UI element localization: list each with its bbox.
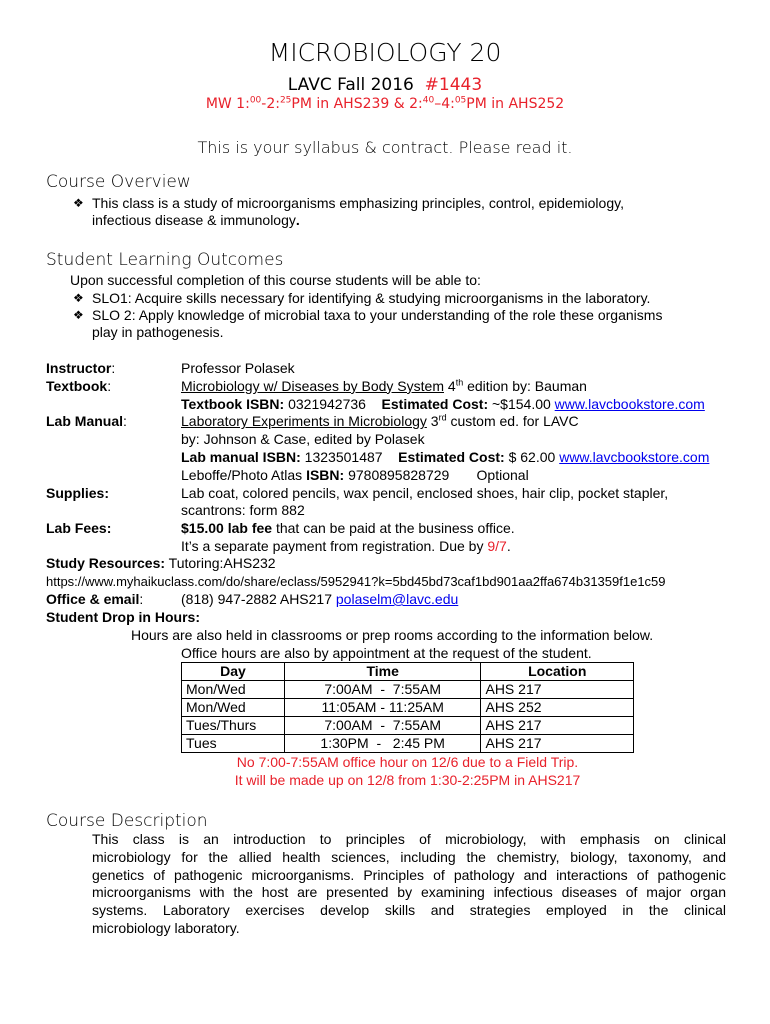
isbn-value: 0321942736 [284, 395, 366, 412]
column-header: Time [284, 663, 481, 681]
info-labels [46, 360, 127, 538]
location-cell: AHS 217 [481, 681, 634, 699]
fee-period: . [506, 537, 511, 554]
time-cell: 7:00AM - 7:55AM [284, 681, 481, 699]
lab-edition: 3 [426, 413, 439, 430]
supplies-line2: scantrons: form 882 [181, 502, 305, 519]
cost-label: Estimated Cost: [381, 395, 489, 412]
office-phone: (818) 947-2882 AHS217 [181, 591, 336, 607]
isbn-label: Lab manual ISBN: [181, 448, 301, 465]
isbn-value: 9780895828729 [344, 466, 450, 483]
table-row [182, 681, 634, 699]
fee-amount: $15.00 lab fee [181, 520, 273, 537]
schedule-part: –4: [434, 96, 455, 112]
description-line: microbiology laboratory. [92, 919, 240, 936]
study-resources [46, 555, 276, 573]
day-cell: Tues/Thurs [182, 717, 285, 735]
makeup-note: It will be made up on 12/8 from 1:30-2:25PM in AHS217 [234, 772, 581, 788]
schedule-sup: 25 [279, 95, 292, 106]
textbook-line [181, 378, 709, 396]
fees-line2 [181, 538, 709, 556]
course-overview-heading: Course Overview [46, 172, 191, 192]
schedule-sup: 00 [249, 95, 262, 106]
cost-value: ~$154.00 [488, 395, 555, 412]
overview-bullet [92, 195, 732, 229]
drop-in-label: Student Drop in Hours: [46, 609, 200, 625]
schedule-part: MW 1: [205, 96, 250, 112]
atlas-line [181, 467, 709, 485]
lab-title: Laboratory Experiments in Microbiology [181, 413, 427, 430]
slo2-text: SLO 2: Apply knowledge of microbial taxa to your understanding of the role these organisms [92, 307, 663, 323]
syllabus-notice: This is your syllabus & contract. Please read it. [197, 138, 573, 157]
email-link[interactable]: polaselm@lavc.edu [335, 591, 459, 607]
term: LAVC Fall 2016 [287, 75, 414, 95]
table-row [182, 735, 634, 753]
table-row [182, 717, 634, 735]
schedule-sup: 40 [422, 95, 435, 106]
textbook-isbn-line [181, 396, 709, 414]
overview-text: This class is a study of microorganisms emphasizing principles, control, epidemiology, [92, 195, 624, 211]
outcomes-heading: Student Learning Outcomes [46, 250, 284, 270]
office-email-label [46, 591, 143, 609]
field-trip-note: No 7:00-7:55AM office hour on 12/6 due to a Field Trip. [236, 754, 579, 770]
label-text: Office & email [46, 591, 140, 607]
location-cell: AHS 252 [481, 699, 634, 717]
day-cell: Mon/Wed [182, 681, 285, 699]
office-hours-table [181, 662, 634, 753]
day-cell: Mon/Wed [182, 699, 285, 717]
course-description [92, 831, 726, 938]
instructor-name: Professor Polasek [181, 360, 295, 376]
page-title: MICROBIOLOGY 20 [268, 38, 502, 67]
description-line: genetics of pathogenic microorganisms. Principles of pathology and interactions of pathogenic [92, 866, 726, 883]
table-header-row [182, 663, 634, 681]
schedule-part: PM in AHS252 [466, 96, 565, 112]
cost-value: $ 62.00 [504, 448, 560, 465]
optional-note: Optional [476, 466, 529, 483]
atlas-title: Leboffe/Photo Atlas [181, 466, 307, 483]
fees-line1 [181, 520, 709, 538]
fee-text: It’s a separate payment from registration. Due by [181, 537, 488, 554]
label-colon: : [123, 413, 127, 430]
outcomes-intro: Upon successful completion of this course students will be able to: [70, 272, 481, 288]
section-number: #1443 [424, 75, 483, 95]
schedule [0, 96, 770, 112]
lab-author: by: Johnson & Case, edited by Polasek [181, 431, 425, 448]
label-text: Textbook [46, 377, 108, 394]
fee-due-date: 9/7 [487, 537, 507, 554]
table-row [182, 699, 634, 717]
time-cell: 7:00AM - 7:55AM [284, 717, 481, 735]
day-cell: Tues [182, 735, 285, 753]
office-email-value [181, 591, 458, 609]
info-values [181, 360, 709, 556]
label-colon: : [111, 360, 116, 376]
label-colon: : [107, 377, 112, 394]
textbook-edition: 4 [444, 377, 456, 394]
edition-sup: rd [438, 412, 447, 423]
schedule-sup: 05 [454, 95, 467, 106]
schedule-part: PM in AHS239 & 2: [291, 96, 423, 112]
overview-period: . [295, 212, 300, 228]
lab-edition-rest: custom ed. for LAVC [446, 413, 579, 430]
textbook-title: Microbiology w/ Diseases by Body System [181, 377, 444, 394]
lab-manual-label [46, 413, 127, 431]
lab-manual-line [181, 413, 709, 431]
study-label: Study Resources: [46, 555, 166, 571]
label-text: Instructor [46, 360, 112, 376]
instructor-label [46, 360, 127, 378]
time-cell: 11:05AM - 11:25AM [284, 699, 481, 717]
textbook-label [46, 378, 127, 396]
supplies-label: Supplies: [46, 484, 110, 501]
isbn-value: 1323501487 [300, 448, 383, 465]
lab-fees-label: Lab Fees: [46, 520, 112, 537]
cost-label: Estimated Cost: [398, 448, 505, 465]
fee-text: that can be paid at the business office. [272, 520, 515, 537]
schedule-part: -2: [261, 96, 280, 112]
location-cell: AHS 217 [481, 735, 634, 753]
bookstore-link[interactable]: www.lavcbookstore.com [559, 448, 710, 465]
description-line: systems. Laboratory exercises develop skills and strategies employed in the clinical [92, 902, 726, 919]
drop-in-note2: Office hours are also by appointment at the request of the student. [181, 645, 592, 661]
overview-text: infectious disease & immunology [92, 212, 296, 228]
supplies-line1: Lab coat, colored pencils, wax pencil, enclosed shoes, hair clip, pocket stapler, [181, 484, 669, 501]
edition-sup: th [455, 377, 464, 388]
slo2-text: play in pathogenesis. [92, 324, 224, 340]
description-line: This class is an introduction to principles of microbiology, with emphasis on clinical [92, 831, 726, 847]
study-url[interactable]: https://www.myhaikuclass.com/do/share/eclass/5952941?k=5bd45bd73caf1bd901aa2ffa674b31359f1e1c59 [46, 574, 666, 589]
time-cell: 1:30PM - 2:45 PM [284, 735, 481, 753]
column-header: Location [481, 663, 634, 681]
term-line [0, 75, 770, 95]
study-value: Tutoring:AHS232 [165, 555, 276, 571]
label-colon: : [139, 591, 144, 607]
isbn-label: Textbook ISBN: [181, 395, 285, 412]
slo2 [92, 307, 732, 341]
label-text: Lab Manual [46, 413, 124, 430]
description-line: microorganisms with the host are presented by examining infectious diseases of major organ [92, 884, 726, 901]
slo1-text: SLO1: Acquire skills necessary for identifying & studying microorganisms in the laboratory. [92, 290, 651, 306]
slo1 [92, 290, 732, 307]
course-description-heading: Course Description [46, 811, 208, 831]
location-cell: AHS 217 [481, 717, 634, 735]
isbn-label: ISBN: [306, 466, 345, 483]
textbook-author: edition by: Bauman [463, 377, 587, 394]
bookstore-link[interactable]: www.lavcbookstore.com [554, 395, 705, 412]
column-header: Day [182, 663, 285, 681]
drop-in-note1: Hours are also held in classrooms or prep rooms according to the information below. [131, 627, 654, 643]
lab-isbn-line [181, 449, 709, 467]
description-line: microbiology for the allied health sciences, including the chemistry, biology, taxonomy, and [92, 848, 726, 865]
